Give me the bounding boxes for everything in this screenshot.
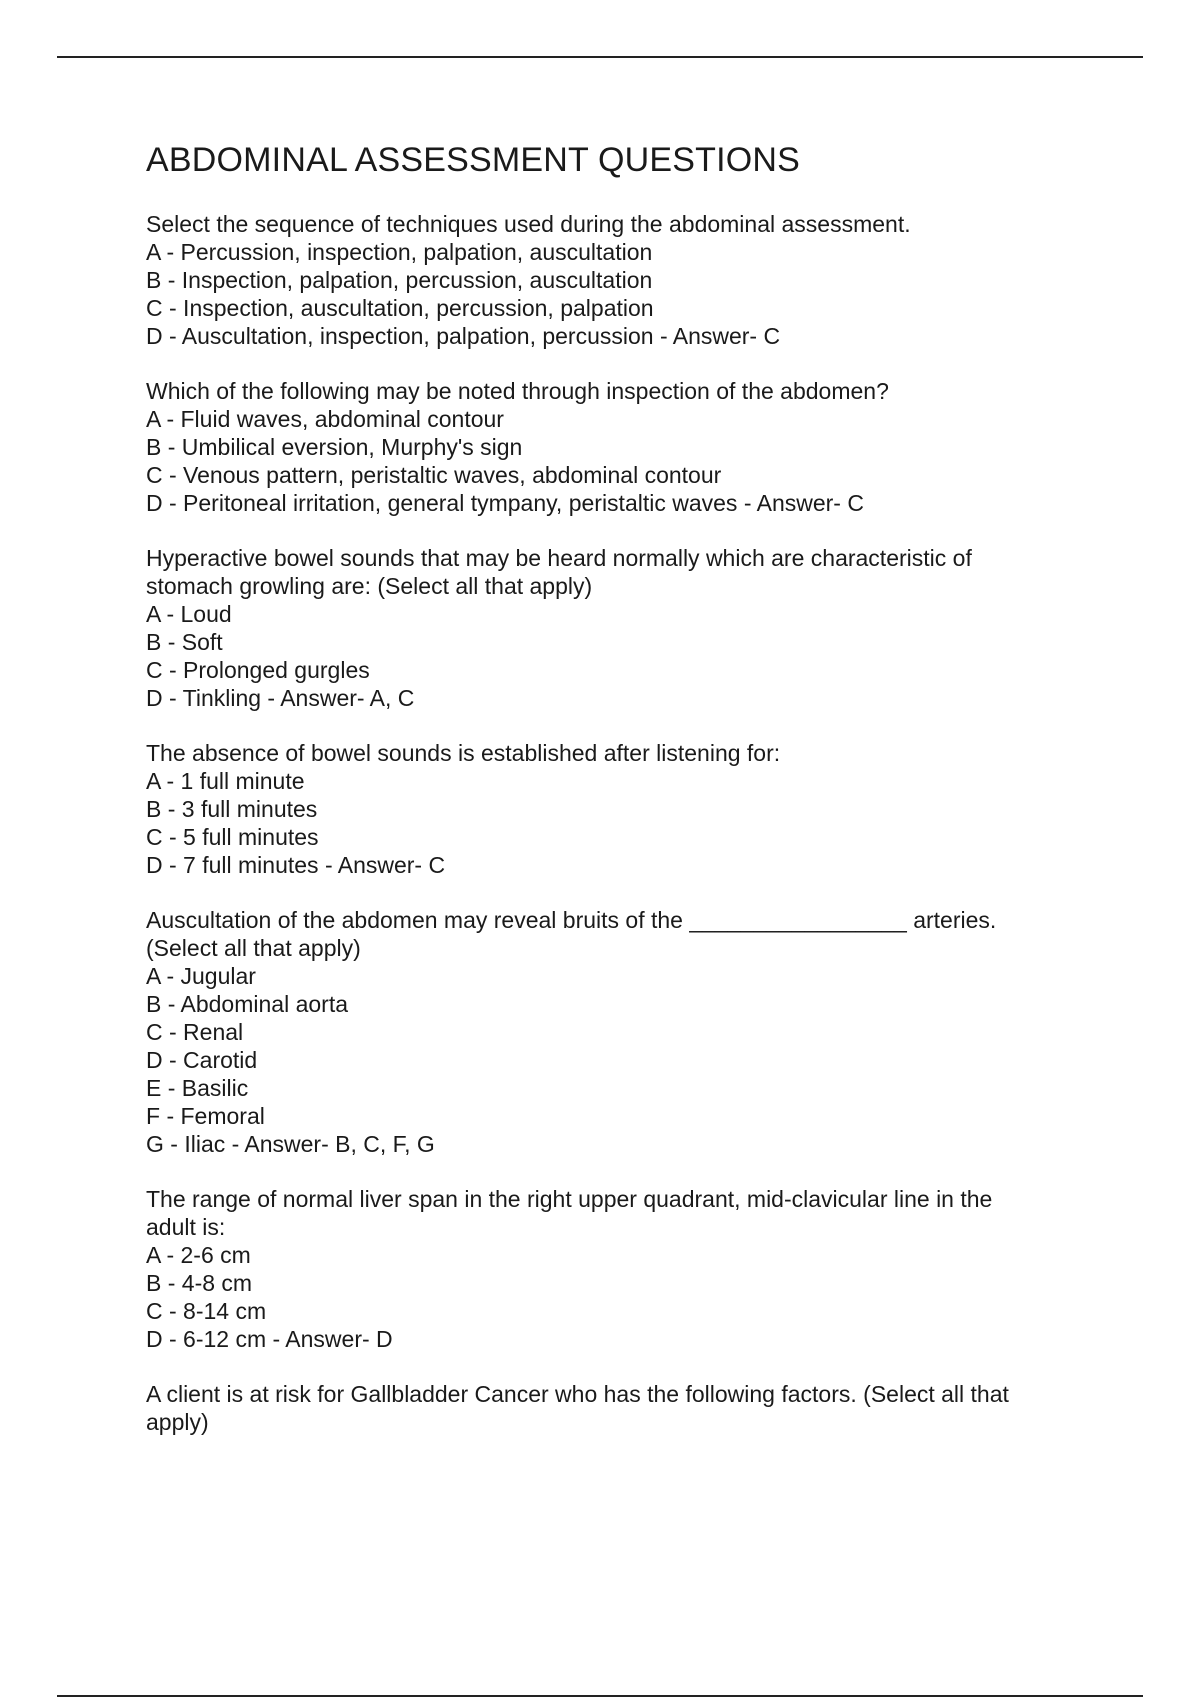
question-line: E - Basilic bbox=[146, 1074, 249, 1101]
question-line: apply) bbox=[146, 1408, 209, 1435]
question-text: Hyperactive bowel sounds that may be heard normally which are characteristic of bbox=[146, 544, 972, 571]
question-line: D - Peritoneal irritation, general tympany, peristaltic waves - Answer- C bbox=[146, 489, 864, 516]
question-text: A client is at risk for Gallbladder Cancer who has the following factors. (Select all that bbox=[146, 1380, 1009, 1407]
question-line: D - 6-12 cm - Answer- D bbox=[146, 1325, 393, 1352]
question-list bbox=[146, 210, 1066, 1436]
question-line: adult is: bbox=[146, 1213, 226, 1240]
question-line: A - 1 full minute bbox=[146, 767, 305, 794]
question-text: Select the sequence of techniques used during the abdominal assessment. bbox=[146, 210, 911, 237]
question-line: A - Percussion, inspection, palpation, auscultation bbox=[146, 238, 653, 265]
question-line: B - Inspection, palpation, percussion, auscultation bbox=[146, 266, 653, 293]
top-divider bbox=[57, 56, 1143, 58]
question-line: G - Iliac - Answer- B, C, F, G bbox=[146, 1130, 435, 1157]
question-line: B - Abdominal aorta bbox=[146, 990, 349, 1017]
question-line: C - Inspection, auscultation, percussion, palpation bbox=[146, 294, 654, 321]
question-text: The range of normal liver span in the right upper quadrant, mid-clavicular line in the bbox=[146, 1185, 993, 1212]
question-line: stomach growling are: (Select all that apply) bbox=[146, 572, 593, 599]
question-block bbox=[146, 544, 1066, 712]
question-line: B - 3 full minutes bbox=[146, 795, 318, 822]
question-text: The absence of bowel sounds is established after listening for: bbox=[146, 739, 781, 766]
question-line: A - Fluid waves, abdominal contour bbox=[146, 405, 504, 432]
question-line: D - Tinkling - Answer- A, C bbox=[146, 684, 415, 711]
question-line: B - Umbilical eversion, Murphy's sign bbox=[146, 433, 523, 460]
question-line: D - Carotid bbox=[146, 1046, 258, 1073]
question-text: Which of the following may be noted through inspection of the abdomen? bbox=[146, 377, 889, 404]
question-line: D - 7 full minutes - Answer- C bbox=[146, 851, 446, 878]
question-line: B - 4-8 cm bbox=[146, 1269, 253, 1296]
question-line: C - Renal bbox=[146, 1018, 244, 1045]
question-block bbox=[146, 377, 1066, 517]
document-body bbox=[146, 140, 1066, 1463]
question-block bbox=[146, 906, 1066, 1158]
question-line: D - Auscultation, inspection, palpation, percussion - Answer- C bbox=[146, 322, 781, 349]
question-line: F - Femoral bbox=[146, 1102, 265, 1129]
question-line: C - 8-14 cm bbox=[146, 1297, 267, 1324]
question-line: A - Loud bbox=[146, 600, 232, 627]
page-title: ABDOMINAL ASSESSMENT QUESTIONS bbox=[146, 141, 801, 179]
question-line: A - 2-6 cm bbox=[146, 1241, 251, 1268]
question-text: Auscultation of the abdomen may reveal bruits of the _________________ arteries. bbox=[146, 906, 997, 933]
question-block bbox=[146, 739, 1066, 879]
question-line: C - 5 full minutes bbox=[146, 823, 319, 850]
question-block bbox=[146, 1185, 1066, 1353]
question-line: A - Jugular bbox=[146, 962, 256, 989]
bottom-divider bbox=[57, 1695, 1143, 1697]
question-block bbox=[146, 1380, 1066, 1436]
question-line: (Select all that apply) bbox=[146, 934, 361, 961]
question-block bbox=[146, 210, 1066, 350]
question-line: C - Venous pattern, peristaltic waves, abdominal contour bbox=[146, 461, 722, 488]
question-line: B - Soft bbox=[146, 628, 223, 655]
question-line: C - Prolonged gurgles bbox=[146, 656, 370, 683]
